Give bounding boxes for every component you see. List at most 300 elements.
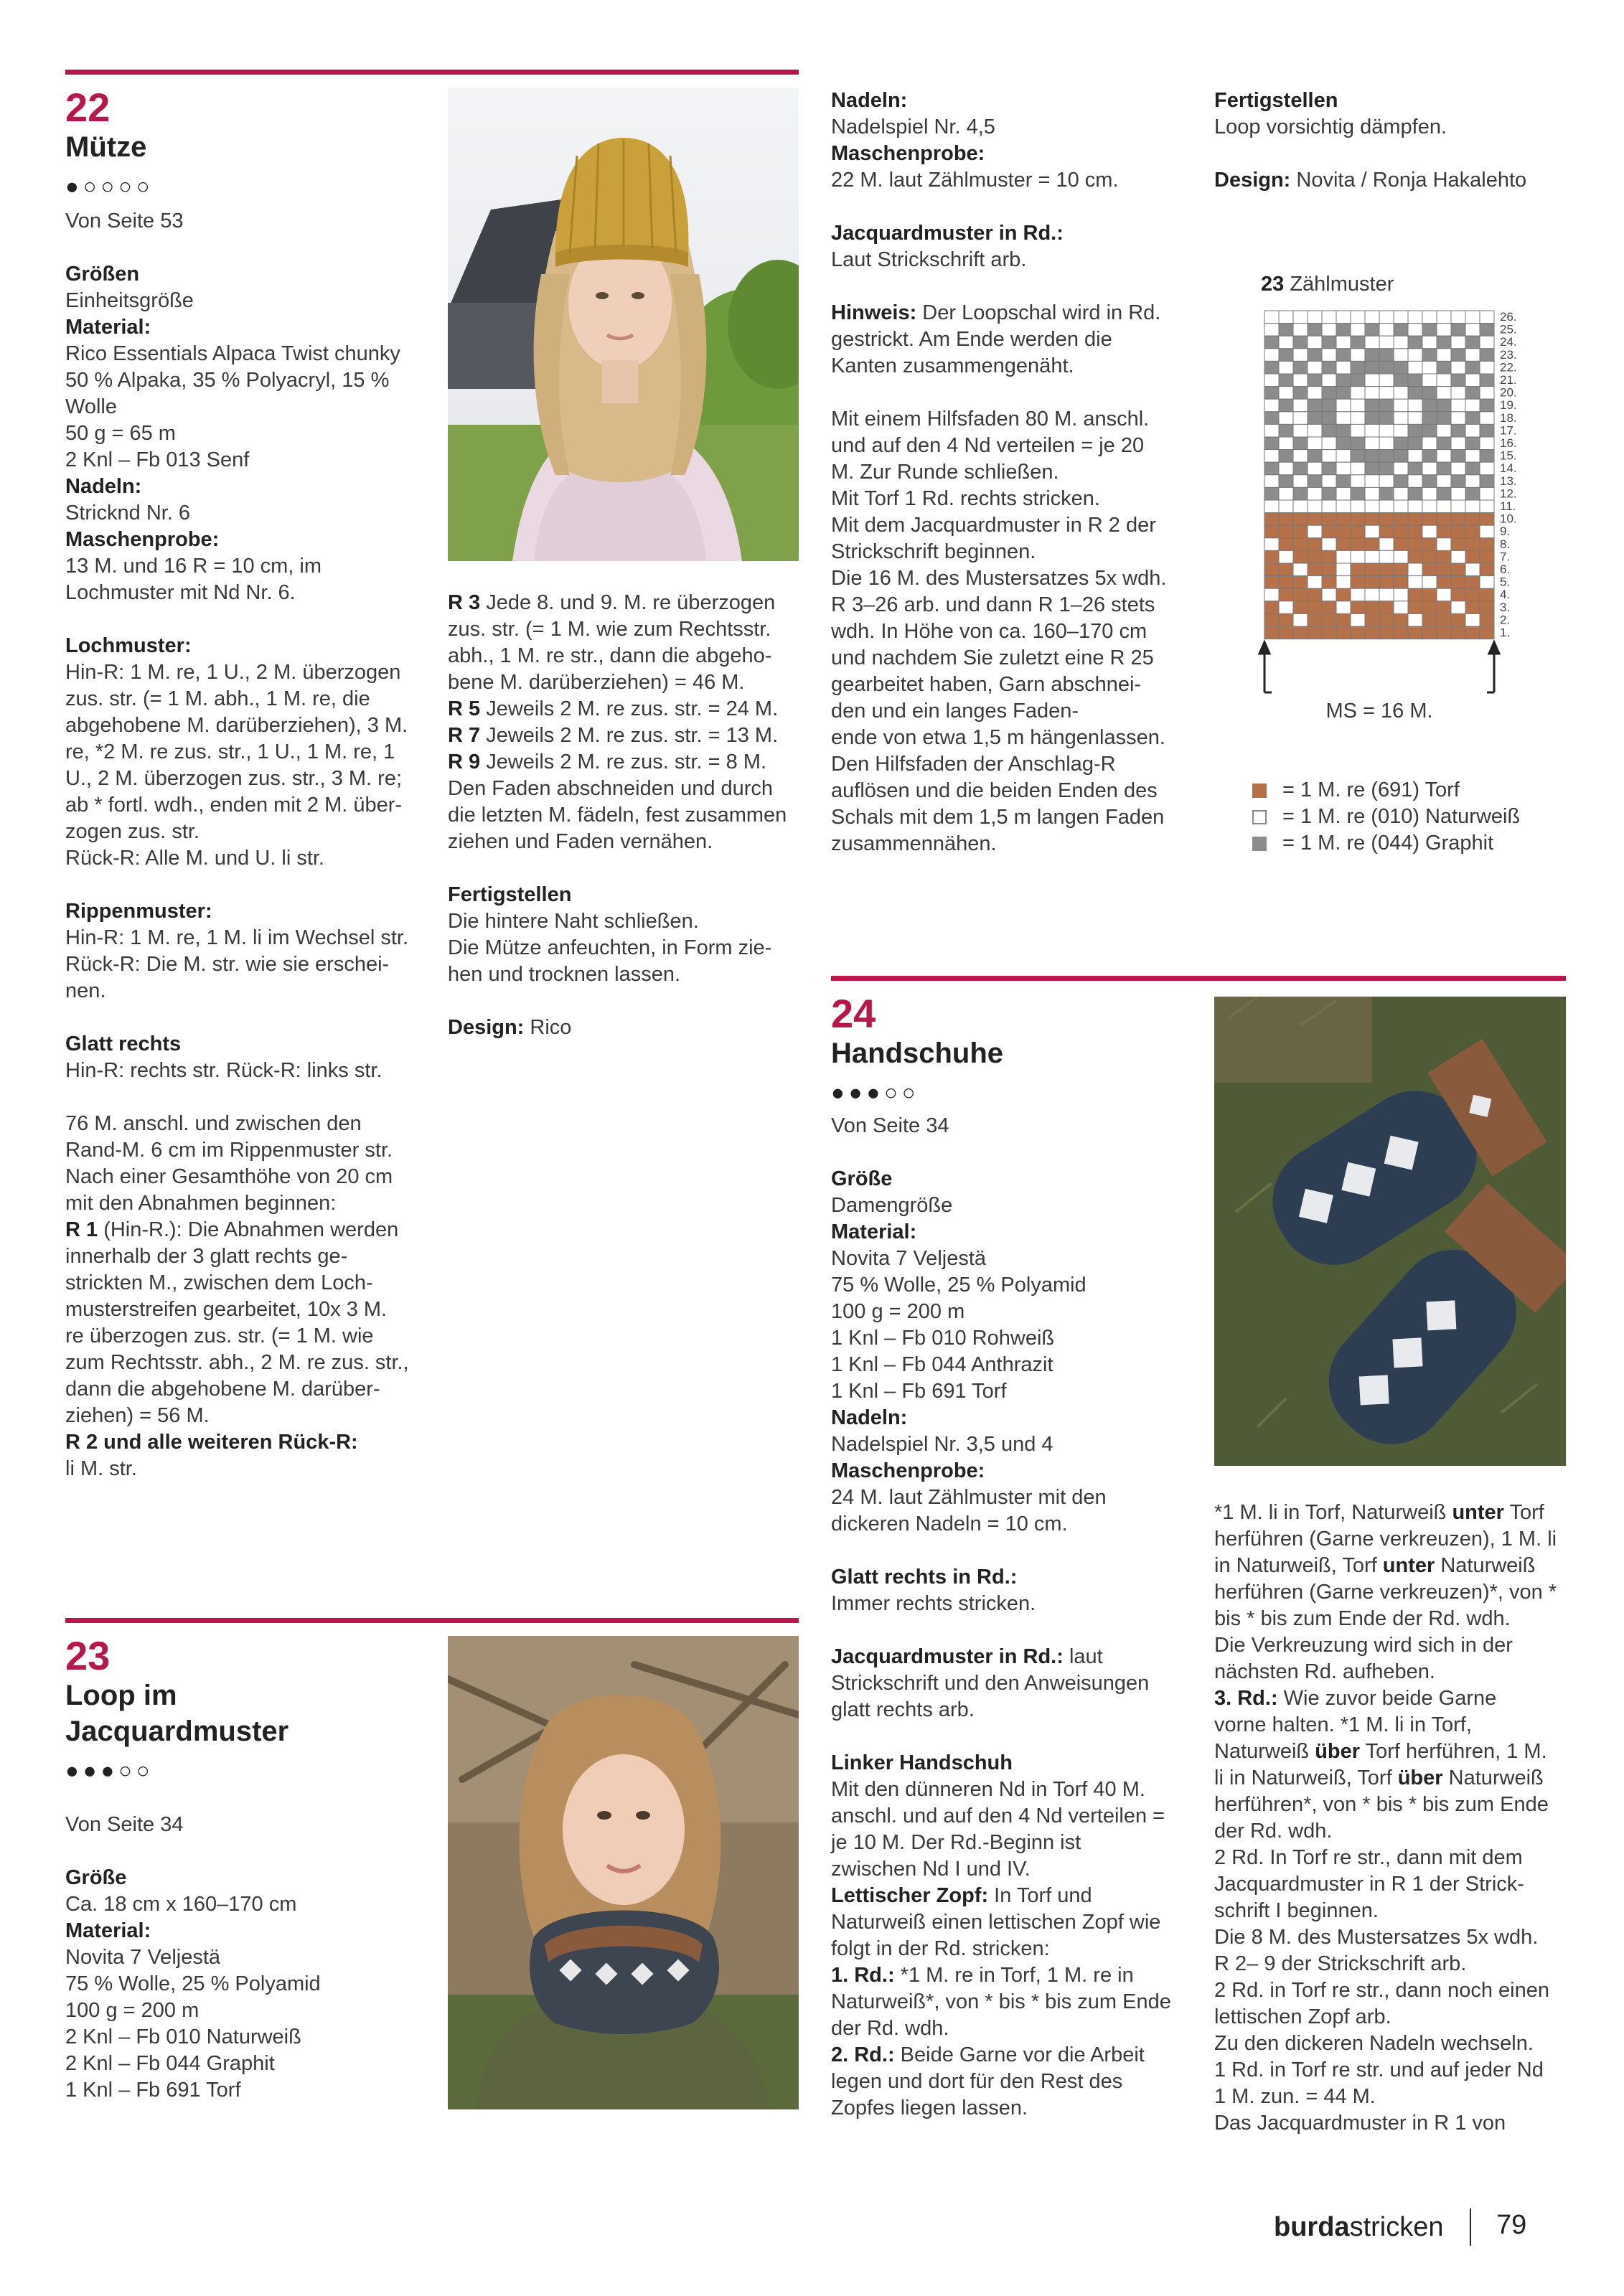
- chart-cell: [1322, 500, 1336, 513]
- chart-cell: [1336, 424, 1351, 437]
- chart-cell: [1422, 462, 1437, 475]
- chart-cell: [1336, 550, 1351, 563]
- chart-cell: [1365, 361, 1379, 374]
- chart-cell: [1451, 336, 1465, 349]
- chart-cell: [1279, 412, 1293, 425]
- chart-cell: [1293, 374, 1308, 387]
- glatt-text: Hin-R: rechts str. Rück-R: links str.: [65, 1059, 382, 1082]
- chart-cell: [1322, 450, 1336, 463]
- instructions-text: 76 M. anschl. und zwischen den Rand-M. 6 cm im Rippenmuster str. Nach einer Gesamthöhe von 20 cm mit den Abnahmen beginnen:: [65, 1112, 393, 1215]
- pattern-title-24: Handschuhe: [831, 1038, 1004, 1069]
- chart-cell: [1480, 450, 1494, 463]
- chart-cell: [1351, 626, 1365, 639]
- photo-loop-illustration: [448, 1636, 799, 2109]
- chart-cell: [1394, 437, 1408, 450]
- chart-cell: [1394, 513, 1408, 526]
- row-9-label: R 9: [448, 751, 481, 773]
- chart-cell: [1308, 525, 1322, 538]
- round-3-c: Torf herführen, 1 M. li in Naturweiß, Torf: [1214, 1740, 1547, 1789]
- chart-cell: [1322, 513, 1336, 526]
- material-heading-24: Material:: [831, 1220, 917, 1243]
- block-heading: Maschenprobe:: [65, 528, 220, 551]
- chart-cell: [1293, 437, 1308, 450]
- chart-cell: [1465, 399, 1480, 412]
- legend-label: = 1 M. re (010) Naturweiß: [1282, 805, 1521, 828]
- left-glove-heading: Linker Handschuh: [831, 1751, 1013, 1774]
- chart-cell: [1465, 550, 1480, 563]
- chart-cell: [1264, 525, 1279, 538]
- chart-cell: [1264, 437, 1279, 450]
- round-2-label: 2. Rd.:: [831, 2043, 895, 2066]
- chart-cell: [1351, 601, 1365, 614]
- difficulty-rating-24: ●●●○○: [831, 1080, 920, 1105]
- photo-hat-model: [448, 88, 799, 561]
- chart-cell: [1422, 601, 1437, 614]
- chart-cell: [1293, 588, 1308, 601]
- chart-cell: [1408, 563, 1422, 576]
- chart-cell: [1465, 576, 1480, 589]
- column-1: [65, 85, 424, 1482]
- chart-cell: [1379, 563, 1394, 576]
- chart-cell: [1365, 525, 1379, 538]
- chart-cell: [1480, 475, 1494, 488]
- chart-cell: [1264, 601, 1279, 614]
- chart-cell: [1465, 324, 1480, 337]
- chart-cell: [1322, 412, 1336, 425]
- chart-cell: [1351, 487, 1365, 500]
- chart-cell: [1264, 513, 1279, 526]
- chart-cell: [1365, 475, 1379, 488]
- chart-cell: [1308, 613, 1322, 626]
- photo-loop-model: [448, 1636, 799, 2109]
- chart-cell: [1465, 424, 1480, 437]
- needles-heading-24: Nadeln:: [831, 1406, 908, 1429]
- chart-cell: [1308, 374, 1322, 387]
- chart-cell: [1279, 538, 1293, 551]
- chart-row-label: 10.: [1500, 512, 1517, 526]
- jacquard-text-b: Strickschrift und den Anweisungen glatt rechts arb.: [831, 1672, 1150, 1721]
- chart-cell: [1293, 311, 1308, 324]
- chart-cell: [1322, 588, 1336, 601]
- chart-cell: [1451, 525, 1465, 538]
- chart-cell: [1408, 311, 1422, 324]
- chart-cell: [1422, 336, 1437, 349]
- material-text-23: Novita 7 Veljestä 75 % Wolle, 25 % Polyamid 100 g = 200 m 2 Knl – Fb 010 Naturweiß 2 Knl – Fb 044 Graphit 1 Knl – Fb 691 Torf: [65, 1946, 321, 2102]
- chart-cell: [1437, 563, 1451, 576]
- chart-cell: [1394, 500, 1408, 513]
- chart-cell: [1408, 361, 1422, 374]
- chart-cell: [1264, 374, 1279, 387]
- chart-cell: [1379, 462, 1394, 475]
- chart-row-label: 3.: [1500, 600, 1511, 614]
- chart-cell: [1465, 613, 1480, 626]
- chart-cell: [1480, 563, 1494, 576]
- chart-cell: [1379, 550, 1394, 563]
- chart-cell: [1480, 374, 1494, 387]
- column-3-lower: [831, 991, 1204, 2122]
- chart-cell: [1351, 500, 1365, 513]
- chart-cell: [1422, 613, 1437, 626]
- chart-cell: [1351, 387, 1365, 400]
- chart-row-label: 13.: [1500, 474, 1517, 488]
- chart-cell: [1465, 487, 1480, 500]
- chart-cell: [1437, 399, 1451, 412]
- chart-cell: [1451, 311, 1465, 324]
- finishing-heading-22: Fertigstellen: [448, 883, 572, 906]
- chart-cell: [1279, 601, 1293, 614]
- chart-cell: [1451, 324, 1465, 337]
- needles-text-23: Nadelspiel Nr. 4,5: [831, 116, 995, 138]
- chart-cell: [1351, 336, 1365, 349]
- emph-ueber: über: [1315, 1740, 1361, 1763]
- chart-cell: [1279, 626, 1293, 639]
- text-d: Naturweiß herführen (Garne verkreuzen)*, von * bis * bis zum Ende der Rd. wdh. Die Verkreuzung wird sich in der nächsten Rd. aufheben.: [1214, 1554, 1557, 1683]
- chart-cell: [1264, 576, 1279, 589]
- pattern-number-24: 24: [831, 991, 876, 1036]
- chart-cell: [1365, 437, 1379, 450]
- brand-light: stricken: [1349, 2212, 1444, 2242]
- chart-cell: [1422, 437, 1437, 450]
- jacquard-text-a: laut: [1063, 1645, 1103, 1668]
- finishing-text-23: Loop vorsichtig dämpfen.: [1214, 116, 1447, 138]
- chart-cell: [1379, 412, 1394, 425]
- chart-cell: [1437, 349, 1451, 362]
- chart-cell: [1293, 513, 1308, 526]
- chart-cell: [1465, 626, 1480, 639]
- chart-cell: [1279, 450, 1293, 463]
- chart-cell: [1437, 412, 1451, 425]
- chart-cell: [1308, 387, 1322, 400]
- section-rule-24: [831, 976, 1566, 981]
- chart-cell: [1351, 588, 1365, 601]
- size-text-23: Ca. 18 cm x 160–170 cm: [65, 1893, 297, 1916]
- chart-cell: [1437, 487, 1451, 500]
- chart-cell: [1336, 500, 1351, 513]
- chart-cell: [1322, 525, 1336, 538]
- block-text: Einheitsgröße: [65, 289, 194, 312]
- chart-cell: [1437, 500, 1451, 513]
- chart-cell: [1365, 588, 1379, 601]
- chart-cell: [1480, 437, 1494, 450]
- chart-cell: [1308, 311, 1322, 324]
- chart-cell: [1394, 349, 1408, 362]
- chart-cell: [1308, 550, 1322, 563]
- chart-cell: [1365, 399, 1379, 412]
- chart-cell: [1394, 361, 1408, 374]
- chart-cell: [1394, 450, 1408, 463]
- chart-cell: [1480, 361, 1494, 374]
- chart-cell: [1451, 399, 1465, 412]
- chart-cell: [1451, 475, 1465, 488]
- chart-cell: [1279, 399, 1293, 412]
- chart-cell: [1480, 336, 1494, 349]
- jacquard-text-23: Laut Strickschrift arb.: [831, 248, 1027, 271]
- chart-cell: [1322, 324, 1336, 337]
- legend-label: = 1 M. re (691) Torf: [1282, 778, 1460, 801]
- chart-cell: [1394, 550, 1408, 563]
- chart-cell: [1451, 538, 1465, 551]
- chart-cell: [1408, 336, 1422, 349]
- chart-cell: [1336, 613, 1351, 626]
- chart-cell: [1279, 576, 1293, 589]
- chart-cell: [1408, 399, 1422, 412]
- chart-cell: [1264, 613, 1279, 626]
- row-1-instruction: [65, 1217, 424, 1429]
- chart-cell: [1422, 399, 1437, 412]
- chart-row-label: 25.: [1500, 322, 1517, 337]
- chart-cell: [1279, 462, 1293, 475]
- chart-cell: [1322, 437, 1336, 450]
- block-text: 13 M. und 16 R = 10 cm, im Lochmuster mit Nd Nr. 6.: [65, 555, 322, 604]
- column-2: [448, 590, 807, 1041]
- chart-cell: [1308, 324, 1322, 337]
- chart-cell: [1465, 336, 1480, 349]
- chart-cell: [1408, 437, 1422, 450]
- chart-cell: [1365, 626, 1379, 639]
- chart-cell: [1480, 525, 1494, 538]
- chart-cell: [1465, 500, 1480, 513]
- round-3-label: 3. Rd.:: [1214, 1687, 1278, 1710]
- chart-cell: [1379, 500, 1394, 513]
- chart-cell: [1408, 349, 1422, 362]
- chart-cell: [1264, 588, 1279, 601]
- chart-cell: [1437, 336, 1451, 349]
- round-3-a: Wie zuvor beide Garne vorne halten. *1 M. li in Torf, Naturweiß: [1214, 1687, 1497, 1763]
- chart-cell: [1480, 550, 1494, 563]
- legend-item-naturweiss: [1252, 804, 1582, 830]
- chart-cell: [1322, 487, 1336, 500]
- chart-cell: [1379, 437, 1394, 450]
- chart-cell: [1336, 601, 1351, 614]
- chart-cell: [1379, 450, 1394, 463]
- chart-cell: [1379, 626, 1394, 639]
- chart-cell: [1480, 412, 1494, 425]
- chart-cell: [1264, 324, 1279, 337]
- row-9-text: Jeweils 2 M. re zus. str. = 8 M. Den Faden abschneiden und durch die letzten M. fädeln, fest zusammen ziehen und Faden vernähen.: [448, 751, 787, 853]
- chart-cell: [1264, 387, 1279, 400]
- block-heading: Größen: [65, 263, 140, 286]
- design-credit-23: [1214, 167, 1587, 194]
- difficulty-rating-22: ●○○○○: [65, 174, 154, 199]
- chart-cell: [1336, 626, 1351, 639]
- chart-cell: [1308, 500, 1322, 513]
- chart-cell: [1480, 462, 1494, 475]
- chart-cell: [1264, 475, 1279, 488]
- chart-cell: [1394, 387, 1408, 400]
- chart-cell: [1322, 361, 1336, 374]
- chart-cell: [1308, 336, 1322, 349]
- row-3-instruction: [448, 590, 807, 696]
- chart-cell: [1308, 538, 1322, 551]
- chart-cell: [1394, 462, 1408, 475]
- chart-cell: [1351, 462, 1365, 475]
- chart-cell: [1451, 450, 1465, 463]
- chart-cell: [1394, 563, 1408, 576]
- section-rule-23: [65, 1618, 799, 1623]
- chart-cell: [1408, 462, 1422, 475]
- chart-cell: [1293, 538, 1308, 551]
- section-rule-22: [65, 70, 799, 75]
- swatch-naturweiss: [1252, 810, 1267, 824]
- chart-cell: [1365, 387, 1379, 400]
- chart-cell: [1308, 563, 1322, 576]
- photo-mittens-illustration: [1214, 997, 1566, 1466]
- chart-cell: [1437, 550, 1451, 563]
- round-2-text: Beide Garne vor die Arbeit legen und dort für den Rest des Zopfes liegen lassen.: [831, 2043, 1145, 2119]
- chart-row-label: 17.: [1500, 423, 1517, 438]
- pattern-title-22: Mütze: [65, 131, 147, 163]
- chart-cell: [1336, 513, 1351, 526]
- chart-cell: [1308, 424, 1322, 437]
- chart-cell: [1437, 361, 1451, 374]
- hint-label: Hinweis:: [831, 301, 917, 324]
- chart-cell: [1365, 412, 1379, 425]
- design-text: Rico: [524, 1016, 572, 1039]
- chart-cell: [1264, 311, 1279, 324]
- needles-heading-23: Nadeln:: [831, 89, 908, 112]
- chart-cell: [1465, 588, 1480, 601]
- chart-row-label: 22.: [1500, 360, 1517, 375]
- chart-row-label: 6.: [1500, 563, 1511, 576]
- chart-cell: [1394, 487, 1408, 500]
- legend-item-graphit: [1252, 830, 1582, 857]
- chart-cell: [1308, 576, 1322, 589]
- chart-cell: [1365, 487, 1379, 500]
- jacquard-label: Jacquardmuster in Rd.:: [831, 1645, 1064, 1668]
- chart-cell: [1293, 550, 1308, 563]
- chart-cell: [1279, 550, 1293, 563]
- row-1-label: R 1: [65, 1218, 98, 1241]
- chart-cell: [1480, 311, 1494, 324]
- chart-cell: [1451, 500, 1465, 513]
- photo-mittens: [1214, 997, 1566, 1466]
- chart-cell: [1422, 563, 1437, 576]
- chart-number: 23: [1261, 273, 1285, 296]
- chart-row-label: 5.: [1500, 575, 1511, 589]
- chart-cell: [1480, 513, 1494, 526]
- chart-cell: [1437, 525, 1451, 538]
- chart-cell: [1422, 588, 1437, 601]
- chart-cell: [1336, 349, 1351, 362]
- chart-cell: [1293, 336, 1308, 349]
- chart-cell: [1279, 374, 1293, 387]
- chart-row-label: 23.: [1500, 347, 1517, 362]
- chart-cell: [1379, 311, 1394, 324]
- row-7-label: R 7: [448, 724, 481, 747]
- chart-cell: [1422, 525, 1437, 538]
- chart-cell: [1422, 424, 1437, 437]
- chart-cell: [1379, 475, 1394, 488]
- difficulty-rating-23: ●●●○○: [65, 1758, 154, 1783]
- pattern-title-23: Loop im Jacquardmuster: [65, 1680, 289, 1747]
- round-2: [831, 2042, 1204, 2122]
- chart-cell: [1480, 576, 1494, 589]
- chart-cell: [1264, 424, 1279, 437]
- chart-cell: [1451, 412, 1465, 425]
- chart-cell: [1365, 500, 1379, 513]
- chart-cell: [1308, 487, 1322, 500]
- row-5-instruction: [448, 696, 807, 723]
- chart-cell: [1279, 588, 1293, 601]
- chart-cell: [1379, 374, 1394, 387]
- chart-cell: [1279, 525, 1293, 538]
- chart-cell: [1422, 324, 1437, 337]
- chart-cell: [1437, 475, 1451, 488]
- chart-cell: [1322, 349, 1336, 362]
- chart-cell: [1422, 450, 1437, 463]
- chart-cell: [1351, 576, 1365, 589]
- chart-cell: [1451, 361, 1465, 374]
- chart-cell: [1293, 500, 1308, 513]
- chart-legend: [1252, 777, 1582, 857]
- chart-cell: [1293, 324, 1308, 337]
- chart-cell: [1322, 563, 1336, 576]
- chart-cell: [1365, 513, 1379, 526]
- chart-cell: [1408, 374, 1422, 387]
- chart-cell: [1351, 538, 1365, 551]
- chart-cell: [1279, 324, 1293, 337]
- from-page-22: Von Seite 53: [65, 210, 184, 232]
- chart-cell: [1279, 424, 1293, 437]
- chart-cell: [1351, 349, 1365, 362]
- chart-cell: [1451, 349, 1465, 362]
- chart-cell: [1365, 450, 1379, 463]
- chart-cell: [1437, 374, 1451, 387]
- chart-cell: [1293, 613, 1308, 626]
- braid-text: In Torf und Naturweiß einen lettischen Zopf wie folgt in der Rd. stricken:: [831, 1884, 1161, 1960]
- chart-cell: [1351, 412, 1365, 425]
- row-9-instruction: [448, 749, 807, 855]
- pattern-number-22: 22: [65, 85, 111, 130]
- chart-cell: [1379, 324, 1394, 337]
- chart-cell: [1422, 475, 1437, 488]
- column-3: [831, 88, 1204, 857]
- chart-cell: [1365, 374, 1379, 387]
- chart-cell: [1465, 311, 1480, 324]
- chart-cell: [1351, 324, 1365, 337]
- chart-cell: [1408, 576, 1422, 589]
- chart-cell: [1480, 349, 1494, 362]
- chart-cell: [1351, 311, 1365, 324]
- chart-cell: [1379, 588, 1394, 601]
- chart-cell: [1422, 513, 1437, 526]
- chart-row-label: 7.: [1500, 550, 1511, 564]
- chart-cell: [1336, 412, 1351, 425]
- chart-cell: [1293, 626, 1308, 639]
- chart-cell: [1336, 538, 1351, 551]
- glatt-heading: Glatt rechts: [65, 1032, 182, 1055]
- chart-cell: [1422, 349, 1437, 362]
- chart-cell: [1408, 626, 1422, 639]
- jacquard-24: [831, 1644, 1204, 1670]
- chart-cell: [1379, 349, 1394, 362]
- chart-cell: [1394, 601, 1408, 614]
- size-heading-24: Größe: [831, 1167, 893, 1190]
- chart-cell: [1451, 437, 1465, 450]
- chart-cell: [1437, 538, 1451, 551]
- chart-cell: [1308, 361, 1322, 374]
- round-3-d: Naturweiß herführen*, von * bis * bis zum Ende der Rd. wdh.: [1214, 1766, 1549, 1843]
- chart-cell: [1365, 311, 1379, 324]
- chart-cell: [1322, 626, 1336, 639]
- chart-cell: [1365, 538, 1379, 551]
- chart-cell: [1336, 475, 1351, 488]
- rippenmuster-text: Hin-R: 1 M. re, 1 M. li im Wechsel str. Rück-R: Die M. str. wie sie erschei- nen.: [65, 926, 409, 1002]
- chart-cell: [1422, 550, 1437, 563]
- chart-cell: [1279, 487, 1293, 500]
- chart-cell: [1408, 412, 1422, 425]
- chart-cell: [1422, 538, 1437, 551]
